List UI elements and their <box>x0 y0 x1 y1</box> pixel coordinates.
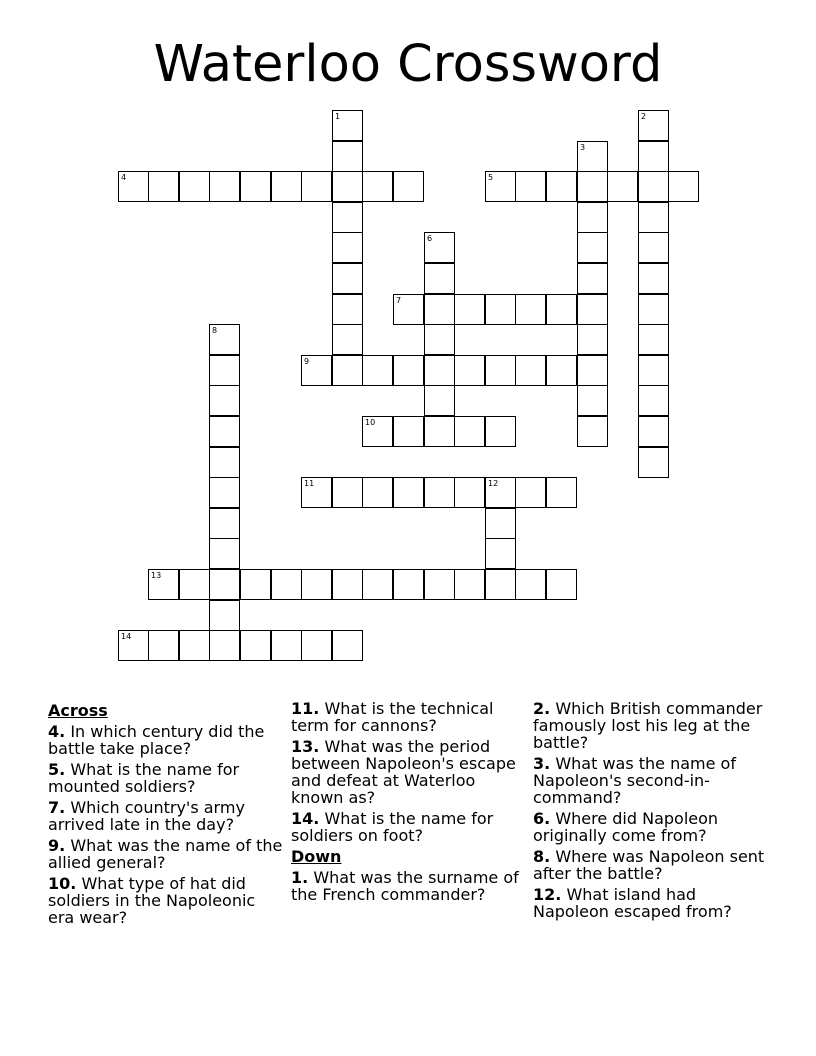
grid-cell[interactable] <box>209 355 240 386</box>
grid-cell[interactable] <box>209 569 240 600</box>
clue-down-3: 3. What was the name of Napoleon's second-in-command? <box>533 754 736 807</box>
grid-cell[interactable] <box>485 569 516 600</box>
clue-across-10: 10. What type of hat did soldiers in the Napoleonic era wear? <box>48 874 256 927</box>
grid-cell[interactable] <box>332 202 363 233</box>
clue-number: 13 <box>151 571 162 580</box>
grid-cell[interactable] <box>485 355 516 386</box>
clue-number: 4 <box>121 173 127 182</box>
grid-cell[interactable] <box>424 477 455 508</box>
grid-cell[interactable] <box>638 232 669 263</box>
grid-cell[interactable] <box>515 477 546 508</box>
grid-cell[interactable] <box>301 477 332 508</box>
grid-cell[interactable] <box>393 171 424 202</box>
grid-cell[interactable] <box>424 232 455 263</box>
clues-column-1 <box>48 700 284 930</box>
grid-cell[interactable] <box>209 171 240 202</box>
clue-number: 7 <box>396 296 402 305</box>
grid-cell[interactable] <box>577 171 608 202</box>
clue-number: 14 <box>121 632 132 641</box>
grid-cell[interactable] <box>332 171 363 202</box>
grid-cell[interactable] <box>209 416 240 447</box>
grid-cell[interactable] <box>240 569 271 600</box>
grid-cell[interactable] <box>362 477 393 508</box>
grid-cell[interactable] <box>332 141 363 172</box>
grid-cell[interactable] <box>454 294 485 325</box>
clue-across-4: 4. In which century did the battle take place? <box>48 722 265 758</box>
grid-cell[interactable] <box>424 416 455 447</box>
across-heading: Across <box>48 701 108 720</box>
grid-cell[interactable] <box>424 569 455 600</box>
grid-cell[interactable] <box>209 630 240 661</box>
grid-cell[interactable] <box>209 385 240 416</box>
grid-cell[interactable] <box>332 569 363 600</box>
grid-cell[interactable] <box>638 110 669 141</box>
grid-cell[interactable] <box>424 355 455 386</box>
grid-cell[interactable] <box>209 324 240 355</box>
page-title: Waterloo Crossword <box>153 35 663 94</box>
clue-across-5: 5. What is the name for mounted soldiers? <box>48 760 240 796</box>
grid-cell[interactable] <box>607 171 638 202</box>
grid-cell[interactable] <box>577 141 608 172</box>
grid-cell[interactable] <box>424 294 455 325</box>
grid-cell[interactable] <box>546 477 577 508</box>
grid-cell[interactable] <box>118 171 149 202</box>
clue-down-2: 2. Which British commander famously lost his leg at the battle? <box>533 699 763 752</box>
clue-number: 6 <box>427 234 433 243</box>
clue-number: 5 <box>488 173 494 182</box>
clue-across-11: 11. What is the technical term for cannons? <box>291 699 494 735</box>
grid-cell[interactable] <box>332 232 363 263</box>
grid-cell[interactable] <box>424 385 455 416</box>
clue-number: 12 <box>488 479 499 488</box>
grid-cell[interactable] <box>546 569 577 600</box>
grid-cell[interactable] <box>638 263 669 294</box>
grid-cell[interactable] <box>240 171 271 202</box>
grid-cell[interactable] <box>485 477 516 508</box>
clue-across-9: 9. What was the name of the allied general? <box>48 836 283 872</box>
grid-cell[interactable] <box>577 416 608 447</box>
grid-cell[interactable] <box>638 171 669 202</box>
grid-cell[interactable] <box>577 355 608 386</box>
grid-cell[interactable] <box>148 569 179 600</box>
grid-cell[interactable] <box>362 569 393 600</box>
grid-cell[interactable] <box>577 294 608 325</box>
grid-cell[interactable] <box>424 324 455 355</box>
grid-cell[interactable] <box>332 355 363 386</box>
grid-cell[interactable] <box>638 355 669 386</box>
grid-cell[interactable] <box>638 447 669 478</box>
clue-number: 11 <box>304 479 315 488</box>
grid-cell[interactable] <box>332 324 363 355</box>
clue-across-7: 7. Which country's army arrived late in the day? <box>48 798 245 834</box>
clue-number: 10 <box>365 418 376 427</box>
grid-cell[interactable] <box>271 630 302 661</box>
grid-cell[interactable] <box>485 294 516 325</box>
grid-cell[interactable] <box>271 569 302 600</box>
grid-cell[interactable] <box>638 141 669 172</box>
grid-cell[interactable] <box>179 630 210 661</box>
clue-down-1: 1. What was the surname of the French commander? <box>291 868 519 904</box>
clues-column-3 <box>533 700 769 924</box>
grid-cell[interactable] <box>393 416 424 447</box>
grid-cell[interactable] <box>393 569 424 600</box>
grid-cell[interactable] <box>546 294 577 325</box>
grid-cell[interactable] <box>301 355 332 386</box>
grid-cell[interactable] <box>332 110 363 141</box>
grid-cell[interactable] <box>179 171 210 202</box>
grid-cell[interactable] <box>546 171 577 202</box>
grid-cell[interactable] <box>577 202 608 233</box>
grid-cell[interactable] <box>332 294 363 325</box>
grid-cell[interactable] <box>179 569 210 600</box>
clue-down-12: 12. What island had Napoleon escaped from? <box>533 885 732 921</box>
clue-number: 1 <box>335 112 341 121</box>
grid-cell[interactable] <box>301 569 332 600</box>
grid-cell[interactable] <box>301 630 332 661</box>
grid-cell[interactable] <box>668 171 699 202</box>
grid-cell[interactable] <box>209 600 240 631</box>
grid-cell[interactable] <box>209 508 240 539</box>
clue-across-13: 13. What was the period between Napoleon's escape and defeat at Waterloo known as? <box>291 737 516 807</box>
grid-cell[interactable] <box>577 324 608 355</box>
grid-cell[interactable] <box>209 477 240 508</box>
clue-down-8: 8. Where was Napoleon sent after the battle? <box>533 847 765 883</box>
clue-number: 3 <box>580 143 586 152</box>
grid-cell[interactable] <box>454 569 485 600</box>
grid-cell[interactable] <box>209 538 240 569</box>
grid-cell[interactable] <box>515 171 546 202</box>
grid-cell[interactable] <box>577 232 608 263</box>
grid-cell[interactable] <box>362 171 393 202</box>
grid-cell[interactable] <box>454 416 485 447</box>
grid-cell[interactable] <box>454 477 485 508</box>
grid-cell[interactable] <box>209 447 240 478</box>
grid-cell[interactable] <box>515 569 546 600</box>
grid-cell[interactable] <box>301 171 332 202</box>
clue-number: 8 <box>212 326 218 335</box>
grid-cell[interactable] <box>546 355 577 386</box>
grid-cell[interactable] <box>577 263 608 294</box>
clue-number: 2 <box>641 112 647 121</box>
clue-across-14: 14. What is the name for soldiers on foot? <box>291 809 494 845</box>
grid-cell[interactable] <box>485 416 516 447</box>
grid-cell[interactable] <box>485 508 516 539</box>
grid-cell[interactable] <box>485 171 516 202</box>
grid-cell[interactable] <box>424 263 455 294</box>
grid-cell[interactable] <box>638 294 669 325</box>
clue-number: 9 <box>304 357 310 366</box>
grid-cell[interactable] <box>638 324 669 355</box>
grid-cell[interactable] <box>148 630 179 661</box>
grid-cell[interactable] <box>332 477 363 508</box>
grid-cell[interactable] <box>332 630 363 661</box>
grid-cell[interactable] <box>577 385 608 416</box>
clue-down-6: 6. Where did Napoleon originally come from? <box>533 809 719 845</box>
grid-cell[interactable] <box>454 355 485 386</box>
grid-cell[interactable] <box>271 171 302 202</box>
grid-cell[interactable] <box>485 538 516 569</box>
grid-cell[interactable] <box>240 630 271 661</box>
grid-cell[interactable] <box>393 477 424 508</box>
clues-column-2 <box>291 700 527 907</box>
grid-cell[interactable] <box>638 385 669 416</box>
grid-cell[interactable] <box>393 355 424 386</box>
grid-cell[interactable] <box>638 416 669 447</box>
grid-cell[interactable] <box>362 416 393 447</box>
down-heading: Down <box>291 847 342 866</box>
grid-cell[interactable] <box>393 294 424 325</box>
grid-cell[interactable] <box>118 630 149 661</box>
grid-cell[interactable] <box>362 355 393 386</box>
grid-cell[interactable] <box>638 202 669 233</box>
grid-cell[interactable] <box>515 294 546 325</box>
grid-cell[interactable] <box>332 263 363 294</box>
grid-cell[interactable] <box>148 171 179 202</box>
grid-cell[interactable] <box>515 355 546 386</box>
